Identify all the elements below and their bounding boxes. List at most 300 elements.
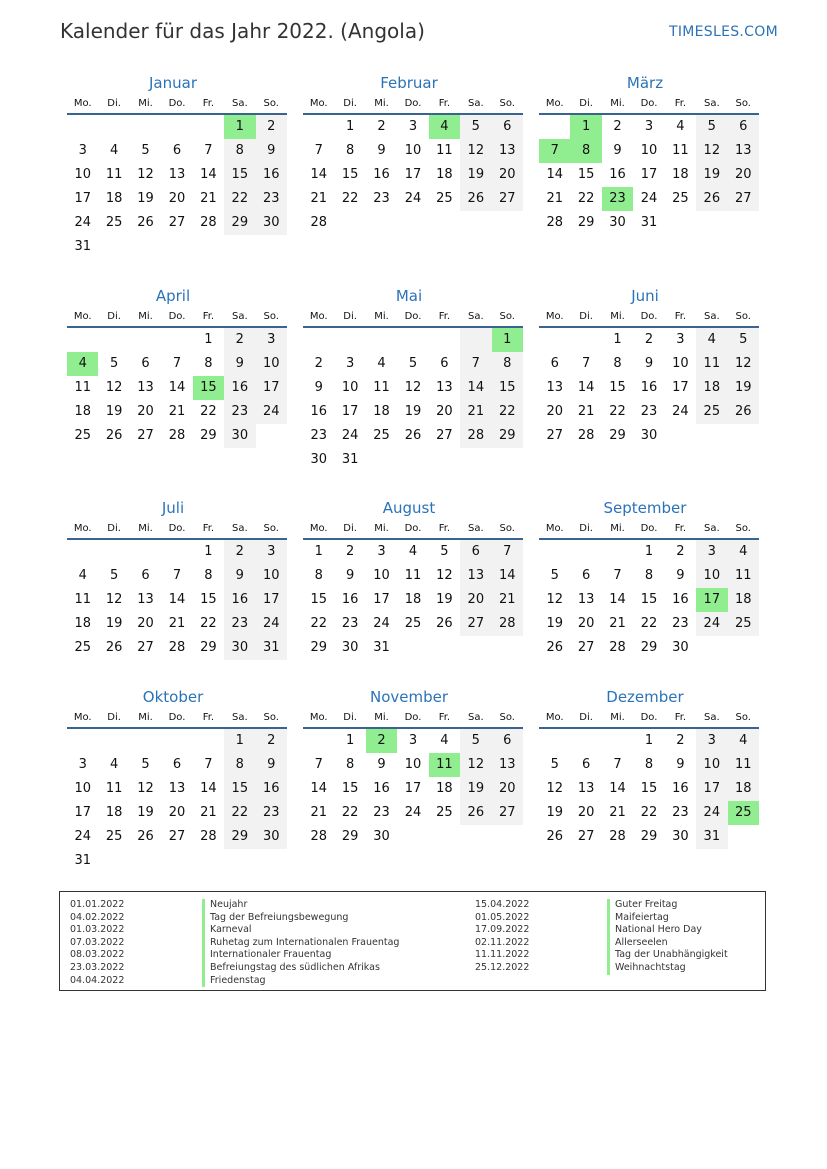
day-cell: 8	[204, 568, 213, 583]
holiday-entry	[465, 949, 728, 962]
day-cell: 5	[460, 729, 491, 753]
day-grid	[303, 328, 523, 472]
day-cell: 21	[200, 805, 217, 820]
weekday-label: Fr.	[674, 712, 687, 723]
holiday-name: Internationaler Frauentag	[202, 949, 331, 962]
day-cell: 21	[310, 805, 327, 820]
day-cell: 15	[310, 592, 327, 607]
day-cell: 17	[404, 781, 422, 796]
day-cell: 6	[440, 356, 449, 371]
day-cell: 10	[404, 143, 422, 158]
week-row	[67, 328, 287, 352]
empty-cell	[98, 849, 129, 873]
day-cell: 29	[341, 829, 359, 844]
day-cell: 16	[341, 592, 359, 607]
day-cell: 3	[408, 119, 418, 134]
empty-cell	[224, 849, 255, 873]
day-cell: 12	[436, 568, 453, 583]
day-cell: 26	[404, 428, 422, 443]
day-cell: 21	[310, 191, 327, 206]
day-cell: 12	[137, 167, 154, 182]
day-cell: 24	[672, 404, 689, 419]
weekday-label: Di.	[343, 98, 357, 109]
weekday-label: Do.	[640, 712, 658, 723]
holiday-legend	[59, 891, 766, 991]
week-row	[539, 187, 759, 211]
day-cell: 19	[105, 616, 123, 631]
weekday-header	[67, 519, 287, 540]
day-cell: 20	[492, 777, 523, 801]
holiday-name: Allerseelen	[607, 937, 668, 950]
day-cell: 17	[640, 167, 658, 182]
day-cell: 12	[105, 592, 123, 607]
empty-cell	[130, 115, 161, 139]
empty-cell	[161, 235, 192, 259]
day-cell: 11	[105, 167, 123, 182]
day-cell: 4	[728, 729, 759, 753]
week-row	[67, 139, 287, 163]
day-cell: 22	[200, 616, 217, 631]
day-cell: 16	[609, 167, 626, 182]
empty-cell	[397, 448, 428, 472]
day-cell: 23	[341, 616, 359, 631]
day-cell: 30	[341, 640, 359, 655]
day-cell: 10	[341, 380, 359, 395]
day-cell: 3	[408, 733, 418, 748]
day-cell: 17	[404, 167, 422, 182]
day-cell: 19	[546, 805, 563, 820]
day-cell: 17	[672, 380, 689, 395]
empty-cell	[98, 328, 129, 352]
day-cell: 20	[577, 805, 595, 820]
day-cell: 20	[492, 163, 523, 187]
empty-cell	[303, 729, 334, 753]
empty-cell	[161, 849, 192, 873]
day-grid	[67, 729, 287, 873]
day-cell: 21	[168, 404, 186, 419]
week-row	[67, 849, 287, 873]
empty-cell	[492, 211, 523, 235]
holiday-day-cell: 15	[193, 376, 224, 400]
day-cell: 11	[672, 143, 689, 158]
weekday-label: Di.	[579, 523, 593, 534]
day-cell: 7	[314, 143, 323, 158]
holiday-name: Tag der Befreiungsbewegung	[202, 912, 348, 925]
day-cell: 17	[74, 191, 91, 206]
day-cell: 1	[314, 544, 323, 559]
day-cell: 31	[74, 239, 91, 254]
empty-cell	[397, 636, 428, 660]
day-cell: 21	[609, 805, 626, 820]
empty-cell	[429, 448, 460, 472]
day-cell: 23	[672, 616, 689, 631]
weekday-label: Di.	[579, 712, 593, 723]
day-cell: 7	[460, 352, 491, 376]
day-cell: 26	[696, 187, 727, 211]
weekday-label: Do.	[168, 712, 186, 723]
week-row	[539, 801, 759, 825]
day-cell: 16	[640, 380, 658, 395]
day-cell: 24	[404, 191, 422, 206]
weekday-header	[303, 307, 523, 328]
day-cell: 13	[168, 781, 186, 796]
holiday-entry	[60, 912, 399, 925]
day-cell: 8	[314, 568, 323, 583]
day-cell: 10	[672, 356, 689, 371]
day-cell: 24	[696, 612, 727, 636]
day-cell: 8	[613, 356, 622, 371]
day-cell: 13	[137, 380, 154, 395]
week-row	[67, 564, 287, 588]
day-cell: 13	[728, 139, 759, 163]
day-cell: 6	[581, 757, 591, 772]
weekday-header	[539, 307, 759, 328]
day-cell: 24	[640, 191, 658, 206]
empty-cell	[161, 328, 192, 352]
day-cell: 12	[137, 781, 154, 796]
weekday-label: So.	[735, 523, 751, 534]
week-row	[539, 163, 759, 187]
day-cell: 19	[728, 376, 759, 400]
page-title: Kalender für das Jahr 2022. (Angola)	[60, 19, 425, 43]
weekday-header	[303, 94, 523, 115]
day-cell: 14	[200, 781, 217, 796]
weekday-label: Sa.	[703, 523, 720, 534]
holiday-entry	[465, 912, 728, 925]
day-cell: 17	[341, 404, 359, 419]
week-row	[303, 376, 523, 400]
day-cell: 1	[204, 544, 213, 559]
day-cell: 14	[609, 781, 626, 796]
day-cell: 18	[105, 191, 123, 206]
holiday-date: 15.04.2022	[475, 899, 530, 910]
day-cell: 3	[676, 332, 685, 347]
empty-cell	[397, 211, 428, 235]
week-row	[539, 825, 759, 849]
empty-cell	[539, 115, 570, 139]
day-cell: 18	[105, 805, 123, 820]
day-cell: 10	[640, 143, 658, 158]
weekday-label: Do.	[404, 98, 422, 109]
day-cell: 21	[168, 616, 186, 631]
holiday-entry	[60, 962, 399, 975]
day-cell: 21	[200, 191, 217, 206]
day-cell: 18	[74, 404, 91, 419]
day-cell: 16	[256, 163, 287, 187]
empty-cell	[256, 849, 287, 873]
day-cell: 30	[609, 215, 626, 230]
empty-cell	[366, 328, 397, 352]
day-cell: 8	[204, 356, 213, 371]
day-cell: 29	[609, 428, 626, 443]
weekday-label: Mo.	[545, 98, 564, 109]
week-row	[67, 187, 287, 211]
weekday-header	[67, 708, 287, 729]
day-cell: 24	[256, 400, 287, 424]
month-name: Dezember	[606, 688, 684, 706]
week-row	[303, 448, 523, 472]
week-row	[67, 777, 287, 801]
weekday-label: Do.	[404, 712, 422, 723]
day-cell: 27	[492, 801, 523, 825]
empty-cell	[256, 235, 287, 259]
day-cell: 27	[728, 187, 759, 211]
empty-cell	[193, 115, 224, 139]
empty-cell	[67, 540, 98, 564]
empty-cell	[98, 729, 129, 753]
holiday-date: 08.03.2022	[70, 949, 125, 961]
day-cell: 6	[581, 568, 591, 583]
day-cell: 17	[696, 777, 727, 801]
holiday-name: Guter Freitag	[607, 899, 677, 912]
week-row	[67, 115, 287, 139]
day-cell: 18	[373, 404, 390, 419]
day-cell: 22	[341, 191, 359, 206]
weekday-label: Mi.	[374, 311, 389, 322]
empty-cell	[334, 328, 365, 352]
empty-cell	[460, 448, 491, 472]
day-cell: 30	[224, 636, 255, 660]
day-cell: 15	[577, 167, 595, 182]
day-cell: 1	[224, 729, 255, 753]
week-row	[303, 115, 523, 139]
day-cell: 19	[105, 404, 123, 419]
holiday-date: 04.04.2022	[70, 974, 125, 986]
day-cell: 6	[172, 143, 182, 158]
holiday-day-cell: 11	[429, 753, 460, 777]
weekday-label: Fr.	[438, 311, 451, 322]
holiday-date: 01.03.2022	[70, 924, 125, 936]
weekday-label: Sa.	[467, 523, 484, 534]
day-cell: 12	[404, 380, 422, 395]
week-row	[67, 235, 287, 259]
empty-cell	[161, 540, 192, 564]
day-cell: 30	[224, 424, 255, 448]
weekday-label: Do.	[168, 523, 186, 534]
day-cell: 16	[672, 592, 689, 607]
holiday-name: National Hero Day	[607, 924, 702, 937]
empty-cell	[696, 211, 727, 235]
day-cell: 5	[141, 143, 150, 158]
empty-cell	[492, 636, 523, 660]
day-cell: 20	[137, 404, 154, 419]
empty-cell	[256, 424, 287, 448]
weekday-label: Mo.	[73, 523, 92, 534]
day-cell: 6	[492, 729, 523, 753]
day-cell: 5	[696, 115, 727, 139]
empty-cell	[696, 424, 727, 448]
day-cell: 19	[137, 805, 154, 820]
day-cell: 26	[546, 640, 563, 655]
day-cell: 31	[696, 825, 727, 849]
day-cell: 20	[436, 404, 453, 419]
holiday-entry	[465, 962, 728, 975]
month-name: November	[369, 688, 449, 706]
empty-cell	[429, 328, 460, 352]
empty-cell	[570, 729, 601, 753]
empty-cell	[728, 211, 759, 235]
month-name: August	[382, 499, 436, 517]
day-cell: 13	[546, 380, 563, 395]
day-cell: 19	[460, 163, 491, 187]
day-cell: 13	[577, 781, 595, 796]
day-grid	[539, 115, 759, 259]
week-row	[539, 139, 759, 163]
weekday-label: Mi.	[610, 98, 625, 109]
day-cell: 13	[492, 139, 523, 163]
weekday-label: So.	[735, 98, 751, 109]
empty-cell	[492, 448, 523, 472]
weekday-label: Mo.	[73, 712, 92, 723]
day-cell: 15	[224, 777, 255, 801]
weekday-label: Sa.	[703, 311, 720, 322]
day-cell: 30	[256, 825, 287, 849]
day-cell: 1	[204, 332, 213, 347]
day-cell: 10	[74, 167, 91, 182]
day-cell: 10	[696, 753, 727, 777]
day-cell: 18	[404, 592, 422, 607]
empty-cell	[303, 115, 334, 139]
day-cell: 29	[200, 428, 217, 443]
weekday-label: So.	[263, 712, 279, 723]
day-cell: 12	[460, 139, 491, 163]
day-cell: 16	[672, 781, 689, 796]
day-cell: 28	[546, 215, 563, 230]
day-cell: 16	[256, 777, 287, 801]
empty-cell	[429, 636, 460, 660]
day-cell: 8	[644, 568, 654, 583]
weekday-header	[67, 94, 287, 115]
day-cell: 9	[314, 380, 323, 395]
day-cell: 1	[644, 544, 654, 559]
day-cell: 20	[577, 616, 595, 631]
day-cell: 2	[676, 733, 685, 748]
day-cell: 15	[640, 592, 658, 607]
day-cell: 29	[224, 825, 255, 849]
weekday-label: Do.	[640, 523, 658, 534]
week-row	[539, 564, 759, 588]
empty-cell	[665, 211, 696, 235]
day-cell: 15	[609, 380, 626, 395]
day-cell: 29	[310, 640, 327, 655]
day-cell: 3	[256, 540, 287, 564]
day-cell: 21	[609, 616, 626, 631]
day-cell: 5	[408, 356, 418, 371]
week-row	[539, 352, 759, 376]
week-row	[67, 376, 287, 400]
holiday-day-cell: 8	[570, 139, 601, 163]
day-cell: 26	[728, 400, 759, 424]
holiday-name: Neujahr	[202, 899, 247, 912]
day-cell: 22	[310, 616, 327, 631]
day-cell: 13	[492, 753, 523, 777]
holiday-name: Friedenstag	[202, 975, 266, 988]
day-grid	[303, 115, 523, 259]
weekday-header	[303, 519, 523, 540]
holiday-day-cell: 4	[67, 352, 98, 376]
weekday-label: Di.	[107, 712, 121, 723]
day-cell: 19	[137, 191, 154, 206]
day-cell: 5	[109, 568, 119, 583]
day-cell: 1	[345, 733, 355, 748]
weekday-label: Mi.	[138, 523, 153, 534]
day-cell: 20	[546, 404, 563, 419]
day-cell: 5	[728, 328, 759, 352]
day-cell: 13	[460, 564, 491, 588]
week-row	[67, 753, 287, 777]
day-cell: 22	[341, 805, 359, 820]
day-cell: 18	[74, 616, 91, 631]
day-cell: 31	[74, 853, 91, 868]
day-cell: 25	[373, 428, 390, 443]
weekday-label: So.	[499, 311, 515, 322]
empty-cell	[98, 115, 129, 139]
day-cell: 12	[546, 781, 563, 796]
day-cell: 12	[105, 380, 123, 395]
month-name: Juli	[161, 499, 185, 517]
holiday-entry	[60, 975, 399, 988]
day-cell: 8	[492, 352, 523, 376]
day-cell: 23	[224, 400, 255, 424]
day-cell: 24	[74, 829, 91, 844]
brand-link[interactable]: TIMESLES.COM	[669, 24, 778, 40]
weekday-label: Mo.	[73, 311, 92, 322]
day-cell: 16	[373, 167, 390, 182]
day-cell: 4	[440, 733, 449, 748]
weekday-header	[303, 708, 523, 729]
day-cell: 19	[546, 616, 563, 631]
month-name: Mai	[395, 287, 423, 305]
empty-cell	[602, 729, 633, 753]
day-cell: 28	[310, 829, 327, 844]
holiday-day-cell: 17	[696, 588, 727, 612]
holiday-entry	[60, 949, 399, 962]
day-cell: 27	[492, 187, 523, 211]
empty-cell	[98, 540, 129, 564]
day-cell: 26	[137, 829, 154, 844]
holiday-date: 01.05.2022	[475, 911, 530, 923]
day-cell: 28	[577, 428, 595, 443]
day-cell: 21	[577, 404, 595, 419]
empty-cell	[161, 729, 192, 753]
weekday-label: So.	[499, 98, 515, 109]
week-row	[67, 540, 287, 564]
weekday-header	[539, 94, 759, 115]
week-row	[303, 588, 523, 612]
day-cell: 9	[224, 564, 255, 588]
day-cell: 9	[256, 139, 287, 163]
day-cell: 20	[460, 588, 491, 612]
day-cell: 10	[256, 352, 287, 376]
day-cell: 27	[137, 428, 154, 443]
day-grid	[67, 328, 287, 472]
day-cell: 29	[224, 211, 255, 235]
day-cell: 3	[256, 328, 287, 352]
day-cell: 14	[310, 167, 327, 182]
weekday-label: Sa.	[467, 311, 484, 322]
day-cell: 11	[105, 781, 123, 796]
day-cell: 6	[728, 115, 759, 139]
month-januar	[67, 72, 287, 259]
day-cell: 18	[672, 167, 689, 182]
empty-cell	[539, 540, 570, 564]
day-cell: 21	[546, 191, 563, 206]
weekday-label: Do.	[168, 98, 186, 109]
day-cell: 6	[460, 540, 491, 564]
day-cell: 25	[436, 191, 453, 206]
day-cell: 2	[644, 332, 654, 347]
weekday-label: Mo.	[309, 311, 328, 322]
